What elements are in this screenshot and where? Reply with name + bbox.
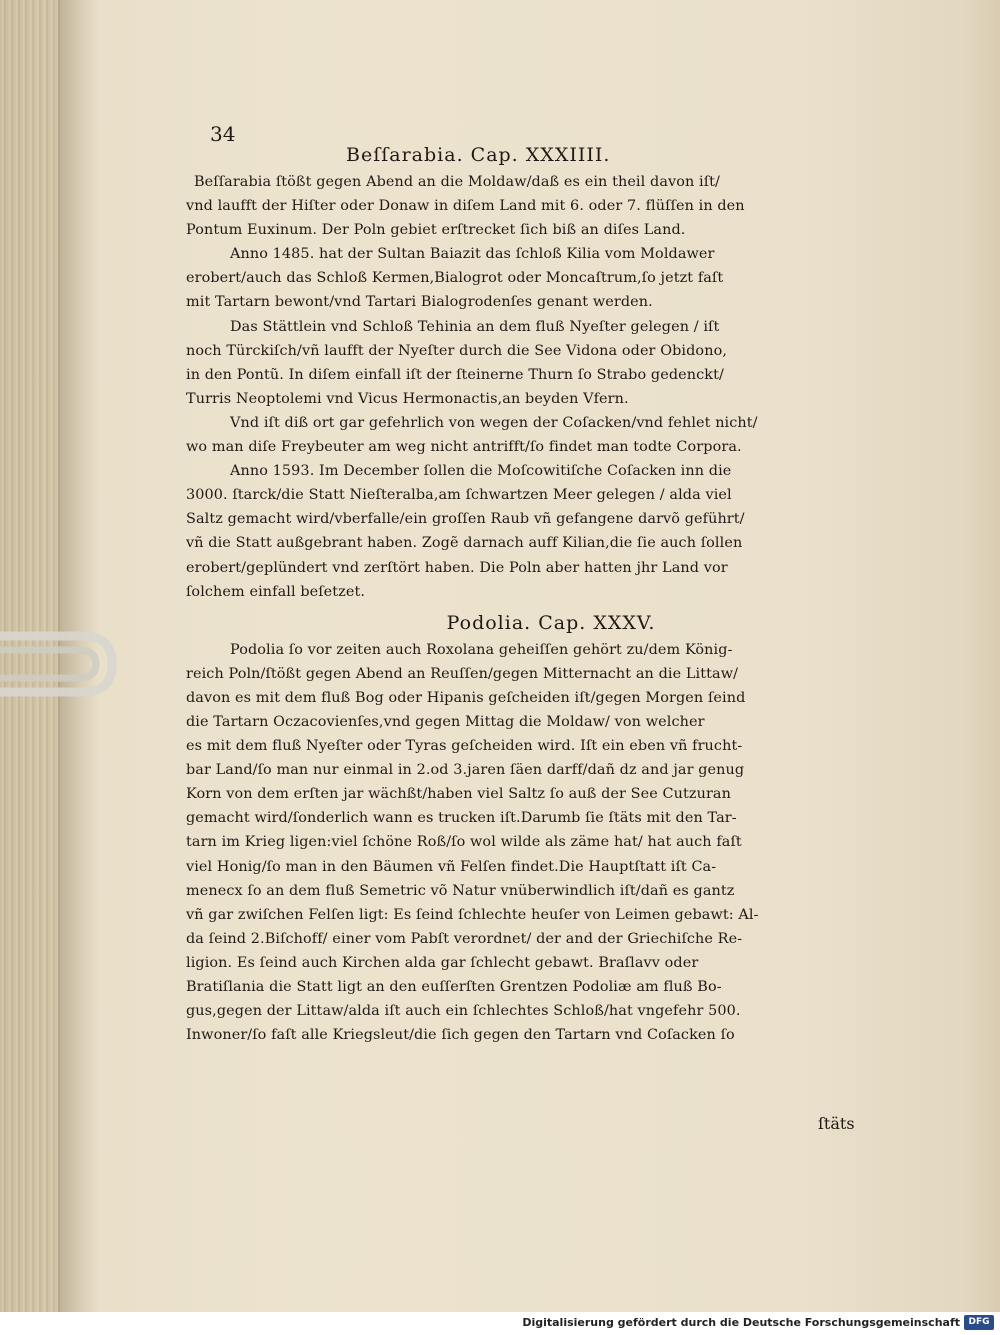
text-line: gemacht wird/ſonderlich wann es trucken iſt.Darumb ſie ſtäts mit den Tar- (186, 810, 737, 827)
paragraph (186, 242, 886, 314)
paragraph (186, 638, 886, 1048)
text-line: da ſeind 2.Biſchoff/ einer vom Pabſt verordnet/ der and der Griechiſche Re- (186, 930, 743, 947)
text-line: Korn von dem erſten jar wächßt/haben viel Saltz ſo auß der See Cutzuran (186, 786, 731, 803)
text-line: erobert/auch das Schloß Kermen,Bialogrot oder Moncaſtrum,ſo jetzt faſt (186, 270, 724, 287)
text-line: mit Tartarn bewont/vnd Tartari Bialogrodenſes genant werden. (186, 294, 653, 311)
text-line: Anno 1485. hat der Sultan Baiazit das ſchloß Kilia vom Moldawer (230, 246, 715, 263)
text-line: ligion. Es ſeind auch Kirchen alda gar ſchlecht gebawt. Braſlavv oder (186, 954, 699, 971)
paragraph (186, 315, 886, 411)
text-line: Beſſarabia ſtößt gegen Abend an die Moldaw/daß es ein theil davon iſt/ (194, 174, 721, 190)
text-line: Bratiſlania die Statt ligt an den euſſerſten Grentzen Podoliæ am fluß Bo- (186, 979, 722, 995)
footer-bar (0, 1312, 1000, 1335)
text-line: es mit dem fluß Nyeſter oder Tyras geſcheiden wird. Iſt ein eben vñ frucht- (186, 738, 743, 755)
text-line: wo man diſe Freybeuter am weg nicht antrifft/ſo findet man todte Corpora. (186, 439, 742, 456)
text-line: Anno 1593. Im December ſollen die Moſcowitiſche Coſacken inn die (230, 463, 732, 480)
text-line: Turris Neoptolemi vnd Vicus Hermonactis,an beyden Vfern. (186, 390, 629, 407)
paragraph (186, 170, 886, 242)
text-line: noch Türckiſch/vñ laufft der Nyeſter durch die See Vidona oder Obidono, (186, 342, 728, 359)
text-line: ſolchem einfall beſetzet. (186, 583, 366, 600)
text-line: vñ gar zwiſchen Felſen ligt: Es ſeind ſchlechte heuſer von Leimen gebawt: Al- (186, 906, 759, 923)
text-line: in den Pontũ. In diſem einfall iſt der ſteinerne Thurn ſo Strabo gedenckt/ (186, 366, 724, 383)
chapter-heading: Beſſarabia. Cap. XXXIIII. (346, 144, 611, 166)
text-line: Podolia ſo vor zeiten auch Roxolana geheiſſen gehört zu/dem König- (230, 641, 733, 658)
paperclip-icon (0, 622, 118, 708)
text-line: viel Honig/ſo man in den Bäumen vñ Felſen findet.Die Hauptſtatt iſt Ca- (186, 858, 717, 875)
text-line: erobert/geplündert vnd zerſtört haben. Die Poln aber hatten jhr Land vor (186, 559, 728, 576)
paragraph (186, 459, 886, 604)
text-line: 3000. ſtarck/die Statt Nieſteralba,am ſchwartzen Meer gelegen / alda viel (186, 487, 732, 504)
text-line: vñ die Statt außgebrant haben. Zogẽ darnach auff Kilian,die ſie auch ſollen (186, 535, 743, 552)
text-line: Saltz gemacht wird/vberfalle/ein groſſen Raub vñ gefangene darvõ geführt/ (186, 511, 745, 528)
catchword: ſtäts (818, 1114, 855, 1133)
text-line: die Tartarn Oczacovienſes,vnd gegen Mittag die Moldaw/ von welcher (186, 713, 705, 730)
text-line: vnd laufft der Hiſter oder Donaw in diſem Land mit 6. oder 7. flüſſen in den (186, 198, 745, 215)
text-line: bar Land/ſo man nur einmal in 2.od 3.jaren ſäen darff/dañ dz and jar genug (186, 762, 745, 779)
funding-credit: Digitalisierung gefördert durch die Deutsche Forschungsgemeinschaft (522, 1316, 960, 1329)
text-line: menecx ſo an dem fluß Semetric võ Natur vnüberwindlich iſt/dañ es gantz (186, 882, 735, 899)
text-line: tarn im Krieg ligen:viel ſchöne Roß/ſo wol wilde als zäme hat/ hat auch faſt (186, 834, 742, 851)
text-line: Inwoner/ſo faſt alle Kriegsleut/die ſich gegen den Tartarn vnd Coſacken ſo (186, 1027, 735, 1044)
text-line: davon es mit dem fluß Bog oder Hipanis geſcheiden iſt/gegen Morgen ſeind (186, 689, 746, 706)
page-text-block (186, 118, 886, 1047)
chapter-heading: Podolia. Cap. XXXV. (446, 611, 656, 634)
text-line: Vnd iſt diß ort gar gefehrlich von wegen der Coſacken/vnd fehlet nicht/ (230, 414, 758, 431)
paragraph (186, 411, 886, 459)
dfg-logo-icon: DFG (964, 1315, 994, 1330)
text-line: reich Poln/ſtößt gegen Abend an Reuſſen/gegen Mitternacht an die Littaw/ (186, 665, 739, 682)
text-line: gus,gegen der Littaw/alda iſt auch ein ſchlechtes Schloß/hat vngefehr 500. (186, 1003, 741, 1020)
text-line: Das Stättlein vnd Schloß Tehinia an dem fluß Nyeſter gelegen / iſt (230, 318, 720, 335)
page-number: 34 (210, 122, 236, 146)
text-line: Pontum Euxinum. Der Poln gebiet erſtrecket ſich biß an diſes Land. (186, 222, 686, 239)
